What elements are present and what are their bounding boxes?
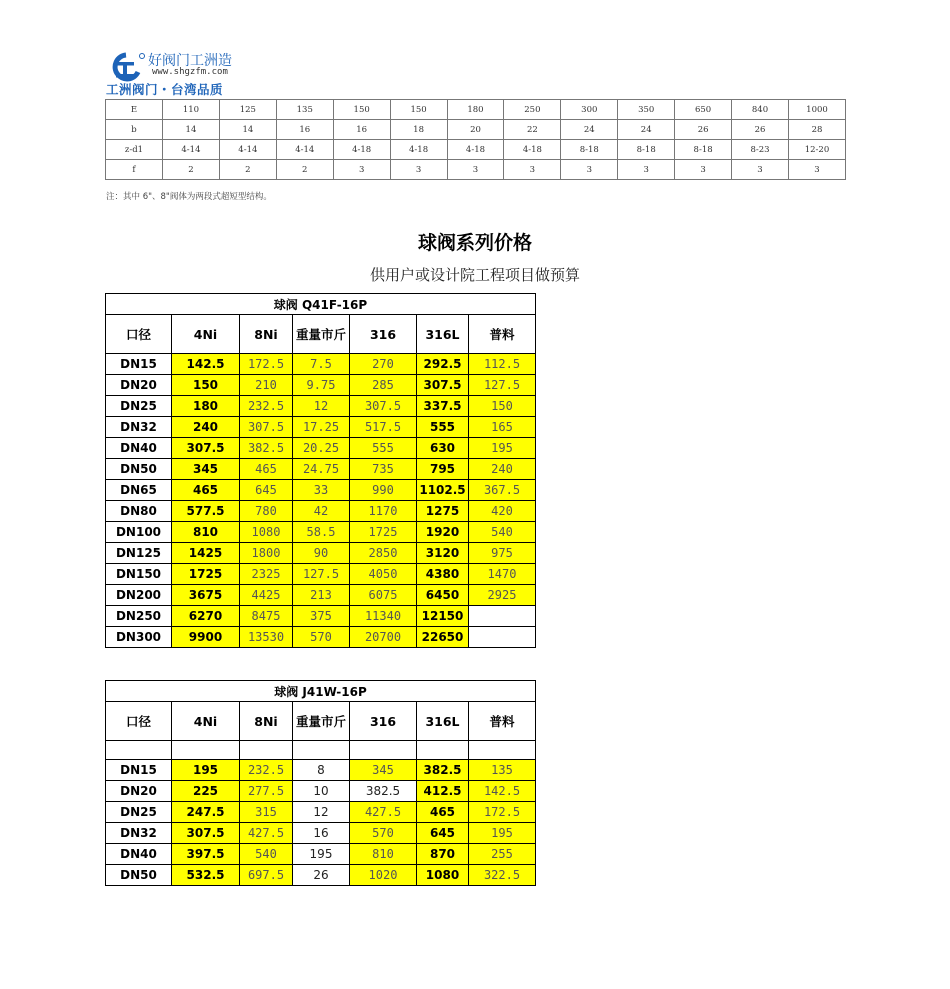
dimension-row-label: b xyxy=(106,120,163,140)
price-cell: 232.5 xyxy=(240,396,293,417)
price-cell: 1725 xyxy=(350,522,417,543)
header-cell: 8Ni xyxy=(240,702,293,741)
price-row xyxy=(106,802,536,823)
size-cell: DN125 xyxy=(106,543,172,564)
price-cell xyxy=(469,606,536,627)
dimension-cell: 12-20 xyxy=(788,140,845,160)
price-cell: 8475 xyxy=(240,606,293,627)
price-cell: 870 xyxy=(417,844,469,865)
price-cell: 213 xyxy=(293,585,350,606)
header-cell: 重量市斤 xyxy=(293,702,350,741)
price-cell: 22650 xyxy=(417,627,469,648)
dimension-cell: 4-14 xyxy=(163,140,220,160)
price-cell: 9900 xyxy=(172,627,240,648)
price-cell: 1470 xyxy=(469,564,536,585)
size-cell: DN300 xyxy=(106,627,172,648)
price-cell: 195 xyxy=(293,844,350,865)
price-cell: 172.5 xyxy=(469,802,536,823)
price-cell: 630 xyxy=(417,438,469,459)
page-subtitle: 供用户或设计院工程项目做预算 xyxy=(369,266,580,284)
price-row xyxy=(106,823,536,844)
price-cell: 697.5 xyxy=(240,865,293,886)
header-cell: 4Ni xyxy=(172,702,240,741)
dimension-row-label: f xyxy=(106,160,163,180)
dimension-cell: 28 xyxy=(788,120,845,140)
price-cell: 1725 xyxy=(172,564,240,585)
price-cell: 7.5 xyxy=(293,354,350,375)
price-cell: 26 xyxy=(293,865,350,886)
blank-cell xyxy=(106,741,172,760)
header-cell: 普料 xyxy=(469,315,536,354)
price-cell: 20.25 xyxy=(293,438,350,459)
price-cell: 307.5 xyxy=(172,438,240,459)
price-cell: 382.5 xyxy=(417,760,469,781)
blank-cell xyxy=(240,741,293,760)
header-cell: 316 xyxy=(350,315,417,354)
price-cell: 1920 xyxy=(417,522,469,543)
price-cell: 9.75 xyxy=(293,375,350,396)
company-logo xyxy=(106,50,256,98)
blank-row xyxy=(106,741,536,760)
price-cell: 735 xyxy=(350,459,417,480)
price-cell: 13530 xyxy=(240,627,293,648)
price-cell: 2925 xyxy=(469,585,536,606)
header-cell: 8Ni xyxy=(240,315,293,354)
price-cell: 1170 xyxy=(350,501,417,522)
price-cell: 810 xyxy=(350,844,417,865)
price-row xyxy=(106,459,536,480)
price-cell: 1800 xyxy=(240,543,293,564)
price-cell: 180 xyxy=(172,396,240,417)
price-cell: 17.25 xyxy=(293,417,350,438)
dimension-cell: 8-18 xyxy=(561,140,618,160)
dimension-cell: 250 xyxy=(504,100,561,120)
page-title: 球阀系列价格 xyxy=(417,232,532,254)
price-cell: 232.5 xyxy=(240,760,293,781)
dimension-cell: 14 xyxy=(163,120,220,140)
dimension-cell: 650 xyxy=(675,100,732,120)
price-cell: 142.5 xyxy=(172,354,240,375)
size-cell: DN40 xyxy=(106,438,172,459)
dimension-cell: 1000 xyxy=(788,100,845,120)
price-row xyxy=(106,480,536,501)
dimension-cell: 4-18 xyxy=(447,140,504,160)
size-cell: DN250 xyxy=(106,606,172,627)
price-cell: 975 xyxy=(469,543,536,564)
price-cell: 42 xyxy=(293,501,350,522)
dimension-cell: 22 xyxy=(504,120,561,140)
logo-url: www.shgzfm.com xyxy=(152,67,228,77)
dimension-cell: 3 xyxy=(504,160,561,180)
table-note: 注：其中 6"、8"阀体为两段式超短型结构。 xyxy=(106,192,272,202)
price-cell: 11340 xyxy=(350,606,417,627)
price-row xyxy=(106,865,536,886)
dimension-cell: 3 xyxy=(561,160,618,180)
dimension-cell: 16 xyxy=(276,120,333,140)
price-cell: 6450 xyxy=(417,585,469,606)
dimension-cell: 2 xyxy=(219,160,276,180)
price-cell: 285 xyxy=(350,375,417,396)
price-cell: 465 xyxy=(240,459,293,480)
price-cell: 172.5 xyxy=(240,354,293,375)
price-table-q41f xyxy=(105,293,536,648)
header-cell: 口径 xyxy=(106,702,172,741)
blank-cell xyxy=(350,741,417,760)
price-cell: 367.5 xyxy=(469,480,536,501)
price-table-j41w xyxy=(105,680,536,886)
dimension-cell: 24 xyxy=(561,120,618,140)
price-cell: 810 xyxy=(172,522,240,543)
price-cell: 12150 xyxy=(417,606,469,627)
header-cell: 4Ni xyxy=(172,315,240,354)
price-cell: 4380 xyxy=(417,564,469,585)
price-cell: 6075 xyxy=(350,585,417,606)
price-cell: 127.5 xyxy=(293,564,350,585)
dimension-cell: 110 xyxy=(163,100,220,120)
dimension-cell: 3 xyxy=(618,160,675,180)
dimension-cell: 4-18 xyxy=(333,140,390,160)
size-cell: DN15 xyxy=(106,760,172,781)
price-cell: 412.5 xyxy=(417,781,469,802)
table-header-row xyxy=(106,315,536,354)
logo-mark-icon xyxy=(106,52,146,82)
price-row xyxy=(106,417,536,438)
price-cell: 555 xyxy=(417,417,469,438)
price-cell: 382.5 xyxy=(350,781,417,802)
dimension-cell: 3 xyxy=(447,160,504,180)
price-cell: 1020 xyxy=(350,865,417,886)
price-cell: 645 xyxy=(240,480,293,501)
header-cell: 普料 xyxy=(469,702,536,741)
dimension-row-label: z-d1 xyxy=(106,140,163,160)
dimension-row xyxy=(106,120,846,140)
price-cell: 195 xyxy=(469,823,536,844)
dimension-table xyxy=(105,99,846,180)
dimension-cell: 4-14 xyxy=(219,140,276,160)
dimension-cell: 4-14 xyxy=(276,140,333,160)
dimension-cell: 8-18 xyxy=(618,140,675,160)
price-cell: 1080 xyxy=(240,522,293,543)
size-cell: DN200 xyxy=(106,585,172,606)
dimension-cell: 3 xyxy=(732,160,789,180)
header-cell: 重量市斤 xyxy=(293,315,350,354)
price-row xyxy=(106,375,536,396)
price-row xyxy=(106,354,536,375)
dimension-cell: 3 xyxy=(675,160,732,180)
header-cell: 316 xyxy=(350,702,417,741)
dimension-cell: 26 xyxy=(732,120,789,140)
price-cell: 277.5 xyxy=(240,781,293,802)
size-cell: DN25 xyxy=(106,396,172,417)
price-cell: 2850 xyxy=(350,543,417,564)
price-cell: 307.5 xyxy=(350,396,417,417)
dimension-cell: 2 xyxy=(276,160,333,180)
table-caption: 球阀 Q41F-16P xyxy=(106,294,536,315)
price-cell: 33 xyxy=(293,480,350,501)
price-cell: 255 xyxy=(469,844,536,865)
price-cell: 270 xyxy=(350,354,417,375)
price-cell: 397.5 xyxy=(172,844,240,865)
price-cell: 3120 xyxy=(417,543,469,564)
blank-cell xyxy=(172,741,240,760)
price-cell: 16 xyxy=(293,823,350,844)
price-cell: 780 xyxy=(240,501,293,522)
header-cell: 口径 xyxy=(106,315,172,354)
price-row xyxy=(106,627,536,648)
blank-cell xyxy=(293,741,350,760)
price-cell: 1275 xyxy=(417,501,469,522)
price-cell: 345 xyxy=(172,459,240,480)
dimension-cell: 4-18 xyxy=(390,140,447,160)
dimension-row-label: E xyxy=(106,100,163,120)
price-cell xyxy=(469,627,536,648)
dimension-cell: 14 xyxy=(219,120,276,140)
price-row xyxy=(106,543,536,564)
dimension-cell: 24 xyxy=(618,120,675,140)
price-cell: 150 xyxy=(172,375,240,396)
price-cell: 645 xyxy=(417,823,469,844)
size-cell: DN65 xyxy=(106,480,172,501)
dimension-cell: 150 xyxy=(390,100,447,120)
dimension-cell: 180 xyxy=(447,100,504,120)
header-cell: 316L xyxy=(417,315,469,354)
table-header-row xyxy=(106,702,536,741)
price-cell: 307.5 xyxy=(240,417,293,438)
size-cell: DN100 xyxy=(106,522,172,543)
dimension-cell: 2 xyxy=(163,160,220,180)
table-caption: 球阀 J41W-16P xyxy=(106,681,536,702)
dimension-cell: 300 xyxy=(561,100,618,120)
price-cell: 427.5 xyxy=(240,823,293,844)
price-cell: 307.5 xyxy=(417,375,469,396)
price-cell: 90 xyxy=(293,543,350,564)
dimension-cell: 150 xyxy=(333,100,390,120)
dimension-cell: 20 xyxy=(447,120,504,140)
price-cell: 1080 xyxy=(417,865,469,886)
price-cell: 570 xyxy=(293,627,350,648)
price-cell: 20700 xyxy=(350,627,417,648)
price-cell: 165 xyxy=(469,417,536,438)
price-cell: 555 xyxy=(350,438,417,459)
price-cell: 4425 xyxy=(240,585,293,606)
price-cell: 4050 xyxy=(350,564,417,585)
dimension-cell: 135 xyxy=(276,100,333,120)
price-cell: 315 xyxy=(240,802,293,823)
dimension-cell: 350 xyxy=(618,100,675,120)
size-cell: DN50 xyxy=(106,865,172,886)
logo-slogan: 工洲阀门・台湾品质 xyxy=(106,82,224,97)
blank-cell xyxy=(469,741,536,760)
dimension-cell: 18 xyxy=(390,120,447,140)
price-cell: 465 xyxy=(172,480,240,501)
price-row xyxy=(106,501,536,522)
size-cell: DN25 xyxy=(106,802,172,823)
logo-name: 好阀门工洲造 xyxy=(148,53,232,69)
dimension-row xyxy=(106,140,846,160)
dimension-row xyxy=(106,160,846,180)
dimension-cell: 8-18 xyxy=(675,140,732,160)
price-cell: 307.5 xyxy=(172,823,240,844)
price-cell: 322.5 xyxy=(469,865,536,886)
size-cell: DN32 xyxy=(106,823,172,844)
price-row xyxy=(106,781,536,802)
price-cell: 1102.5 xyxy=(417,480,469,501)
size-cell: DN32 xyxy=(106,417,172,438)
price-row xyxy=(106,606,536,627)
price-cell: 990 xyxy=(350,480,417,501)
price-cell: 3675 xyxy=(172,585,240,606)
price-row xyxy=(106,585,536,606)
price-cell: 532.5 xyxy=(172,865,240,886)
price-cell: 8 xyxy=(293,760,350,781)
price-cell: 58.5 xyxy=(293,522,350,543)
dimension-cell: 26 xyxy=(675,120,732,140)
size-cell: DN50 xyxy=(106,459,172,480)
dimension-cell: 3 xyxy=(333,160,390,180)
dimension-cell: 840 xyxy=(732,100,789,120)
price-cell: 517.5 xyxy=(350,417,417,438)
dimension-row xyxy=(106,100,846,120)
price-cell: 375 xyxy=(293,606,350,627)
price-cell: 345 xyxy=(350,760,417,781)
price-cell: 24.75 xyxy=(293,459,350,480)
dimension-cell: 3 xyxy=(390,160,447,180)
size-cell: DN20 xyxy=(106,781,172,802)
price-cell: 6270 xyxy=(172,606,240,627)
size-cell: DN40 xyxy=(106,844,172,865)
dimension-cell: 3 xyxy=(788,160,845,180)
price-cell: 195 xyxy=(469,438,536,459)
dimension-cell: 4-18 xyxy=(504,140,561,160)
price-cell: 112.5 xyxy=(469,354,536,375)
price-cell: 382.5 xyxy=(240,438,293,459)
header-cell: 316L xyxy=(417,702,469,741)
size-cell: DN150 xyxy=(106,564,172,585)
price-cell: 135 xyxy=(469,760,536,781)
price-cell: 127.5 xyxy=(469,375,536,396)
price-row xyxy=(106,844,536,865)
price-cell: 12 xyxy=(293,396,350,417)
price-cell: 10 xyxy=(293,781,350,802)
price-cell: 795 xyxy=(417,459,469,480)
size-cell: DN15 xyxy=(106,354,172,375)
price-cell: 195 xyxy=(172,760,240,781)
blank-cell xyxy=(417,741,469,760)
price-cell: 570 xyxy=(350,823,417,844)
dimension-cell: 16 xyxy=(333,120,390,140)
price-row xyxy=(106,564,536,585)
size-cell: DN80 xyxy=(106,501,172,522)
price-row xyxy=(106,438,536,459)
price-row xyxy=(106,396,536,417)
price-cell: 142.5 xyxy=(469,781,536,802)
price-row xyxy=(106,522,536,543)
price-cell: 240 xyxy=(469,459,536,480)
price-cell: 12 xyxy=(293,802,350,823)
price-cell: 150 xyxy=(469,396,536,417)
price-cell: 540 xyxy=(240,844,293,865)
price-cell: 465 xyxy=(417,802,469,823)
price-cell: 337.5 xyxy=(417,396,469,417)
price-cell: 1425 xyxy=(172,543,240,564)
price-cell: 2325 xyxy=(240,564,293,585)
price-cell: 210 xyxy=(240,375,293,396)
price-cell: 240 xyxy=(172,417,240,438)
price-row xyxy=(106,760,536,781)
price-cell: 540 xyxy=(469,522,536,543)
price-cell: 247.5 xyxy=(172,802,240,823)
dimension-cell: 125 xyxy=(219,100,276,120)
price-cell: 420 xyxy=(469,501,536,522)
price-cell: 577.5 xyxy=(172,501,240,522)
price-cell: 427.5 xyxy=(350,802,417,823)
price-cell: 292.5 xyxy=(417,354,469,375)
dimension-cell: 8-23 xyxy=(732,140,789,160)
price-cell: 225 xyxy=(172,781,240,802)
size-cell: DN20 xyxy=(106,375,172,396)
